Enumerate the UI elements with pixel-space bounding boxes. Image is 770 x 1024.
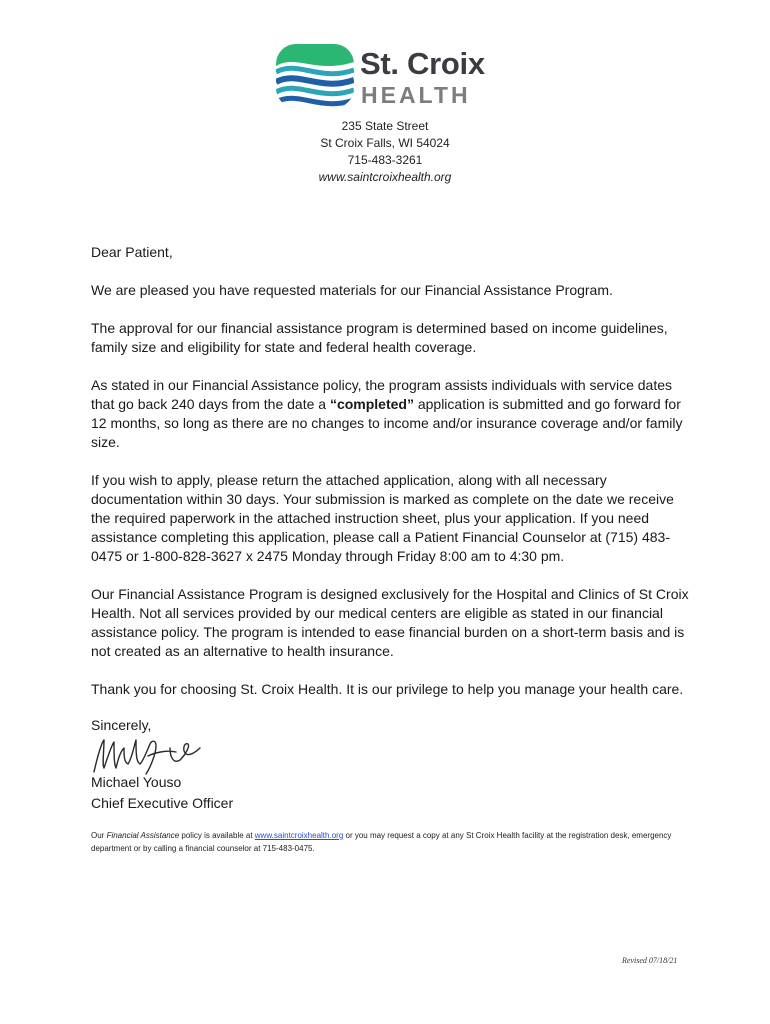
signer-name: Michael Youso [91, 774, 182, 790]
logo-mark-icon [276, 44, 356, 110]
footer-prefix: Our [91, 831, 107, 840]
footer-note [91, 829, 691, 855]
st-croix-health-logo [276, 44, 496, 110]
salutation: Dear Patient, [91, 244, 173, 260]
signer-block [91, 772, 233, 814]
paragraph-policy [91, 376, 691, 452]
paragraph-apply: If you wish to apply, please return the attached application, along with all necessary documentation within 30 days. Your submission is marked as complete on the date we receive the required paperwork in the attached instruction sheet, plus your application. If you need assistance completing this application, please call a Patient Financial Counselor at (715) 483-0475 or 1-800-828-3627 x 2475 Monday through Friday 8:00 am to 4:30 pm. [91, 472, 674, 564]
footer-mid: policy is available at [179, 831, 255, 840]
paragraph-approval: The approval for our financial assistance program is determined based on income guidelines, family size and eligibility for state and federal health coverage. [91, 320, 668, 355]
paragraph-intro: We are pleased you have requested materials for our Financial Assistance Program. [91, 282, 613, 298]
paragraph-program: Our Financial Assistance Program is designed exclusively for the Hospital and Clinics of St Croix Health. Not all services provided by our medical centers are eligible as stated in our financial assistance policy. The program is intended to ease financial burden on a short-term basis and is not created as an alternative to health insurance. [91, 586, 689, 659]
policy-text-completed: “completed” [329, 396, 414, 412]
policy-text-after: application is submitted and go forward for 12 months, so long as there are no changes to income and/or insurance coverage and/or family size. [91, 396, 683, 450]
footer-suffix: or you may request a copy at any St Croix Health facility at the registration desk, emergency department or by calling a financial counselor at 715-483-0475. [91, 831, 672, 853]
logo-name-line1: St. Croix [360, 46, 485, 81]
paragraph-thanks: Thank you for choosing St. Croix Health. It is our privilege to help you manage your health care. [91, 681, 684, 697]
revision-date: Revised 07/18/21 [622, 956, 678, 965]
address-street: 235 State Street [341, 119, 429, 133]
website-text: www.saintcroixhealth.org [318, 170, 452, 184]
footer-italic: Financial Assistance [106, 831, 180, 840]
closing: Sincerely, [91, 717, 152, 733]
address-phone: 715-483-3261 [347, 153, 423, 167]
letter-body [91, 243, 691, 718]
logo-name-line2: HEALTH [361, 82, 471, 108]
address-city: St Croix Falls, WI 54024 [320, 136, 450, 150]
address-block [0, 118, 770, 186]
signer-title: Chief Executive Officer [91, 795, 234, 811]
website-link[interactable]: www.saintcroixhealth.org [254, 831, 344, 840]
policy-text-before: As stated in our Financial Assistance policy, the program assists individuals with service dates that go back 240 days from the date a [91, 377, 673, 412]
